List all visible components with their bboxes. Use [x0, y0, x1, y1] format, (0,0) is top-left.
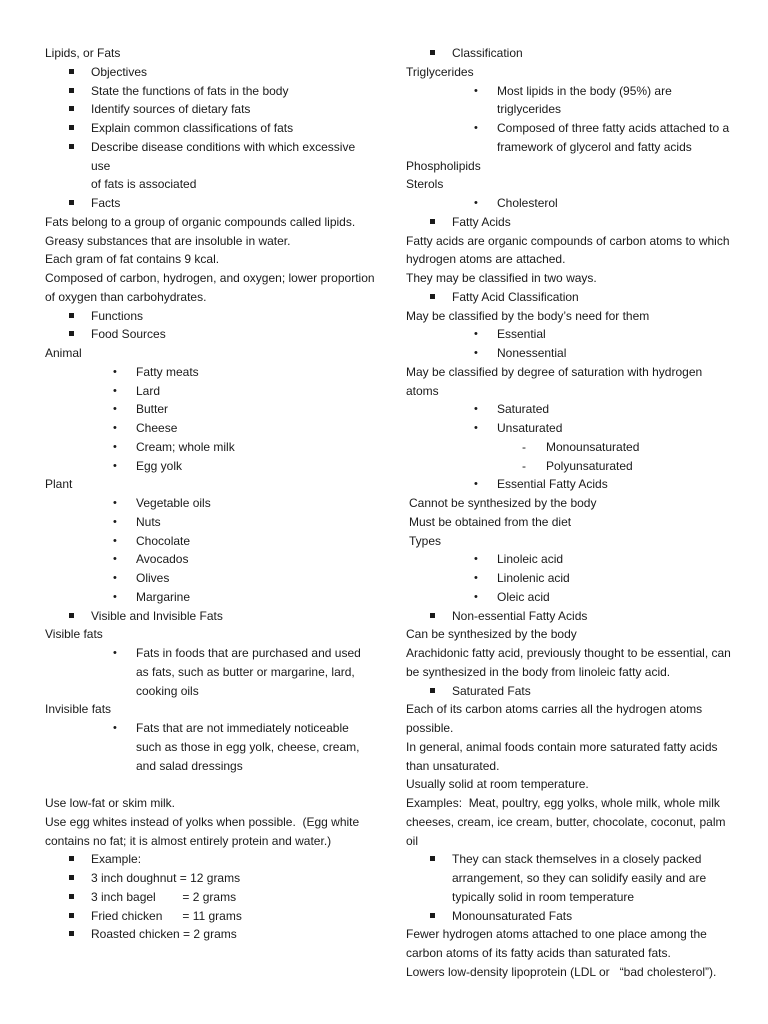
- text-line: Lipids, or Fats: [45, 46, 121, 60]
- square-bullet-item: Fried chicken = 11 grams: [45, 907, 375, 926]
- round-bullet-item: • Linoleic acid: [406, 550, 731, 569]
- text-line: hydrogen atoms are attached.: [406, 252, 566, 267]
- square-bullet-item: State the functions of fats in the body: [45, 82, 375, 101]
- square-bullet-item: Non-essential Fatty Acids: [406, 607, 731, 626]
- round-bullet-item: • Essential: [406, 325, 731, 344]
- dash-bullet-item: - Monounsaturated: [406, 438, 731, 457]
- text-line: Plant: [45, 477, 73, 492]
- round-bullet-item: • Linolenic acid: [406, 569, 731, 588]
- text-line: Sterols: [406, 177, 444, 192]
- round-bullet-item: • Oleic acid: [406, 588, 731, 607]
- square-bullet-item: Functions: [45, 307, 375, 326]
- text-line: May be classified by the body’s need for them: [406, 308, 650, 323]
- left-column: [45, 44, 375, 944]
- round-bullet-item: • Fats that are not immediately noticeable: [45, 719, 375, 738]
- square-bullet-item: Fatty Acid Classification: [406, 288, 731, 307]
- text-line: Use egg whites instead of yolks when possible. (Egg white: [45, 814, 360, 829]
- round-bullet-item: • Avocados: [45, 550, 375, 569]
- round-bullet-item: • Egg yolk: [45, 457, 375, 476]
- text-line: Each of its carbon atoms carries all the hydrogen atoms: [406, 702, 703, 717]
- square-bullet-continuation: of fats is associated: [91, 177, 197, 192]
- square-bullet-continuation: arrangement, so they can solidify easily and are: [452, 871, 707, 885]
- square-bullet-item: Classification: [406, 44, 731, 63]
- text-line: possible.: [406, 721, 454, 735]
- text-line: Fats belong to a group of organic compounds called lipids.: [45, 214, 356, 229]
- text-line: than unsaturated.: [406, 758, 500, 773]
- text-line: Lowers low-density lipoprotein (LDL or “bad cholesterol”).: [406, 964, 717, 979]
- text-line: Each gram of fat contains 9 kcal.: [45, 252, 220, 267]
- text-line: They may be classified in two ways.: [406, 271, 597, 285]
- round-bullet-item: • Vegetable oils: [45, 494, 375, 513]
- text-line: Can be synthesized by the body: [406, 627, 577, 642]
- text-line: cheeses, cream, ice cream, butter, chocolate, coconut, palm: [406, 814, 726, 829]
- text-line: be synthesized in the body from linoleic fatty acid.: [406, 664, 671, 679]
- round-bullet-item: • Cheese: [45, 419, 375, 438]
- round-bullet-item: • Cream; whole milk: [45, 438, 375, 457]
- text-line: Examples: Meat, poultry, egg yolks, whole milk, whole milk: [406, 796, 720, 810]
- text-line: Triglycerides: [406, 64, 474, 79]
- text-line: Fewer hydrogen atoms attached to one place among the: [406, 927, 707, 942]
- dash-bullet-item: - Polyunsaturated: [406, 457, 731, 476]
- square-bullet-item: Objectives: [45, 63, 375, 82]
- text-line: carbon atoms of its fatty acids than saturated fats.: [406, 946, 671, 960]
- round-bullet-item: • Chocolate: [45, 532, 375, 551]
- text-line: In general, animal foods contain more saturated fatty acids: [406, 739, 718, 754]
- round-bullet-continuation: such as those in egg yolk, cheese, cream,: [136, 739, 360, 754]
- round-bullet-item: • Olives: [45, 569, 375, 588]
- text-line: Composed of carbon, hydrogen, and oxygen; lower proportion: [45, 271, 375, 285]
- round-bullet-item: • Margarine: [45, 588, 375, 607]
- square-bullet-continuation: typically solid in room temperature: [452, 889, 635, 904]
- square-bullet-item: Food Sources: [45, 325, 375, 344]
- square-bullet-item: Fatty Acids: [406, 213, 731, 232]
- round-bullet-item: • Butter: [45, 400, 375, 419]
- text-line: of oxygen than carbohydrates.: [45, 289, 207, 304]
- round-bullet-item: • Most lipids in the body (95%) are: [406, 82, 731, 101]
- blank-line: [45, 775, 375, 794]
- text-line: Visible fats: [45, 627, 103, 642]
- text-line: Must be obtained from the diet: [409, 514, 572, 529]
- text-line: contains no fat; it is almost entirely protein and water.): [45, 833, 332, 848]
- text-line: Use low-fat or skim milk.: [45, 796, 176, 810]
- square-bullet-item: 3 inch doughnut = 12 grams: [45, 869, 375, 888]
- round-bullet-item: • Composed of three fatty acids attached to a: [406, 119, 731, 138]
- round-bullet-continuation: framework of glycerol and fatty acids: [497, 139, 692, 154]
- text-line: Arachidonic fatty acid, previously thought to be essential, can: [406, 646, 731, 660]
- round-bullet-item: • Lard: [45, 382, 375, 401]
- text-line: Animal: [45, 346, 82, 360]
- square-bullet-item: Saturated Fats: [406, 682, 731, 701]
- text-line: Phospholipids: [406, 158, 481, 173]
- round-bullet-item: • Fatty meats: [45, 363, 375, 382]
- round-bullet-item: • Fats in foods that are purchased and used: [45, 644, 375, 663]
- square-bullet-item: Roasted chicken = 2 grams: [45, 925, 375, 944]
- text-line: Cannot be synthesized by the body: [409, 496, 597, 510]
- square-bullet-item: Identify sources of dietary fats: [45, 100, 375, 119]
- text-line: Invisible fats: [45, 702, 112, 717]
- square-bullet-item: Example:: [45, 850, 375, 869]
- round-bullet-item: • Nuts: [45, 513, 375, 532]
- text-line: Types: [409, 533, 442, 548]
- round-bullet-continuation: and salad dressings: [136, 758, 243, 773]
- text-line: May be classified by degree of saturation with hydrogen atoms: [406, 364, 706, 398]
- round-bullet-continuation: as fats, such as butter or margarine, lard,: [136, 664, 355, 679]
- square-bullet-item: They can stack themselves in a closely packed: [406, 850, 731, 869]
- right-column: [406, 44, 731, 982]
- text-line: Usually solid at room temperature.: [406, 777, 589, 792]
- text-line: oil: [406, 833, 419, 848]
- round-bullet-continuation: triglycerides: [497, 102, 562, 117]
- round-bullet-item: • Nonessential: [406, 344, 731, 363]
- text-line: Greasy substances that are insoluble in water.: [45, 233, 291, 248]
- round-bullet-item: • Cholesterol: [406, 194, 731, 213]
- square-bullet-item: Explain common classifications of fats: [45, 119, 375, 138]
- round-bullet-continuation: cooking oils: [136, 683, 199, 698]
- round-bullet-item: • Unsaturated: [406, 419, 731, 438]
- round-bullet-item: • Essential Fatty Acids: [406, 475, 731, 494]
- square-bullet-item: Visible and Invisible Fats: [45, 607, 375, 626]
- square-bullet-item: Facts: [45, 194, 375, 213]
- square-bullet-item: 3 inch bagel = 2 grams: [45, 888, 375, 907]
- text-line: Fatty acids are organic compounds of carbon atoms to which: [406, 233, 730, 248]
- square-bullet-item: Monounsaturated Fats: [406, 907, 731, 926]
- round-bullet-item: • Saturated: [406, 400, 731, 419]
- square-bullet-item: Describe disease conditions with which excessive use: [45, 138, 375, 176]
